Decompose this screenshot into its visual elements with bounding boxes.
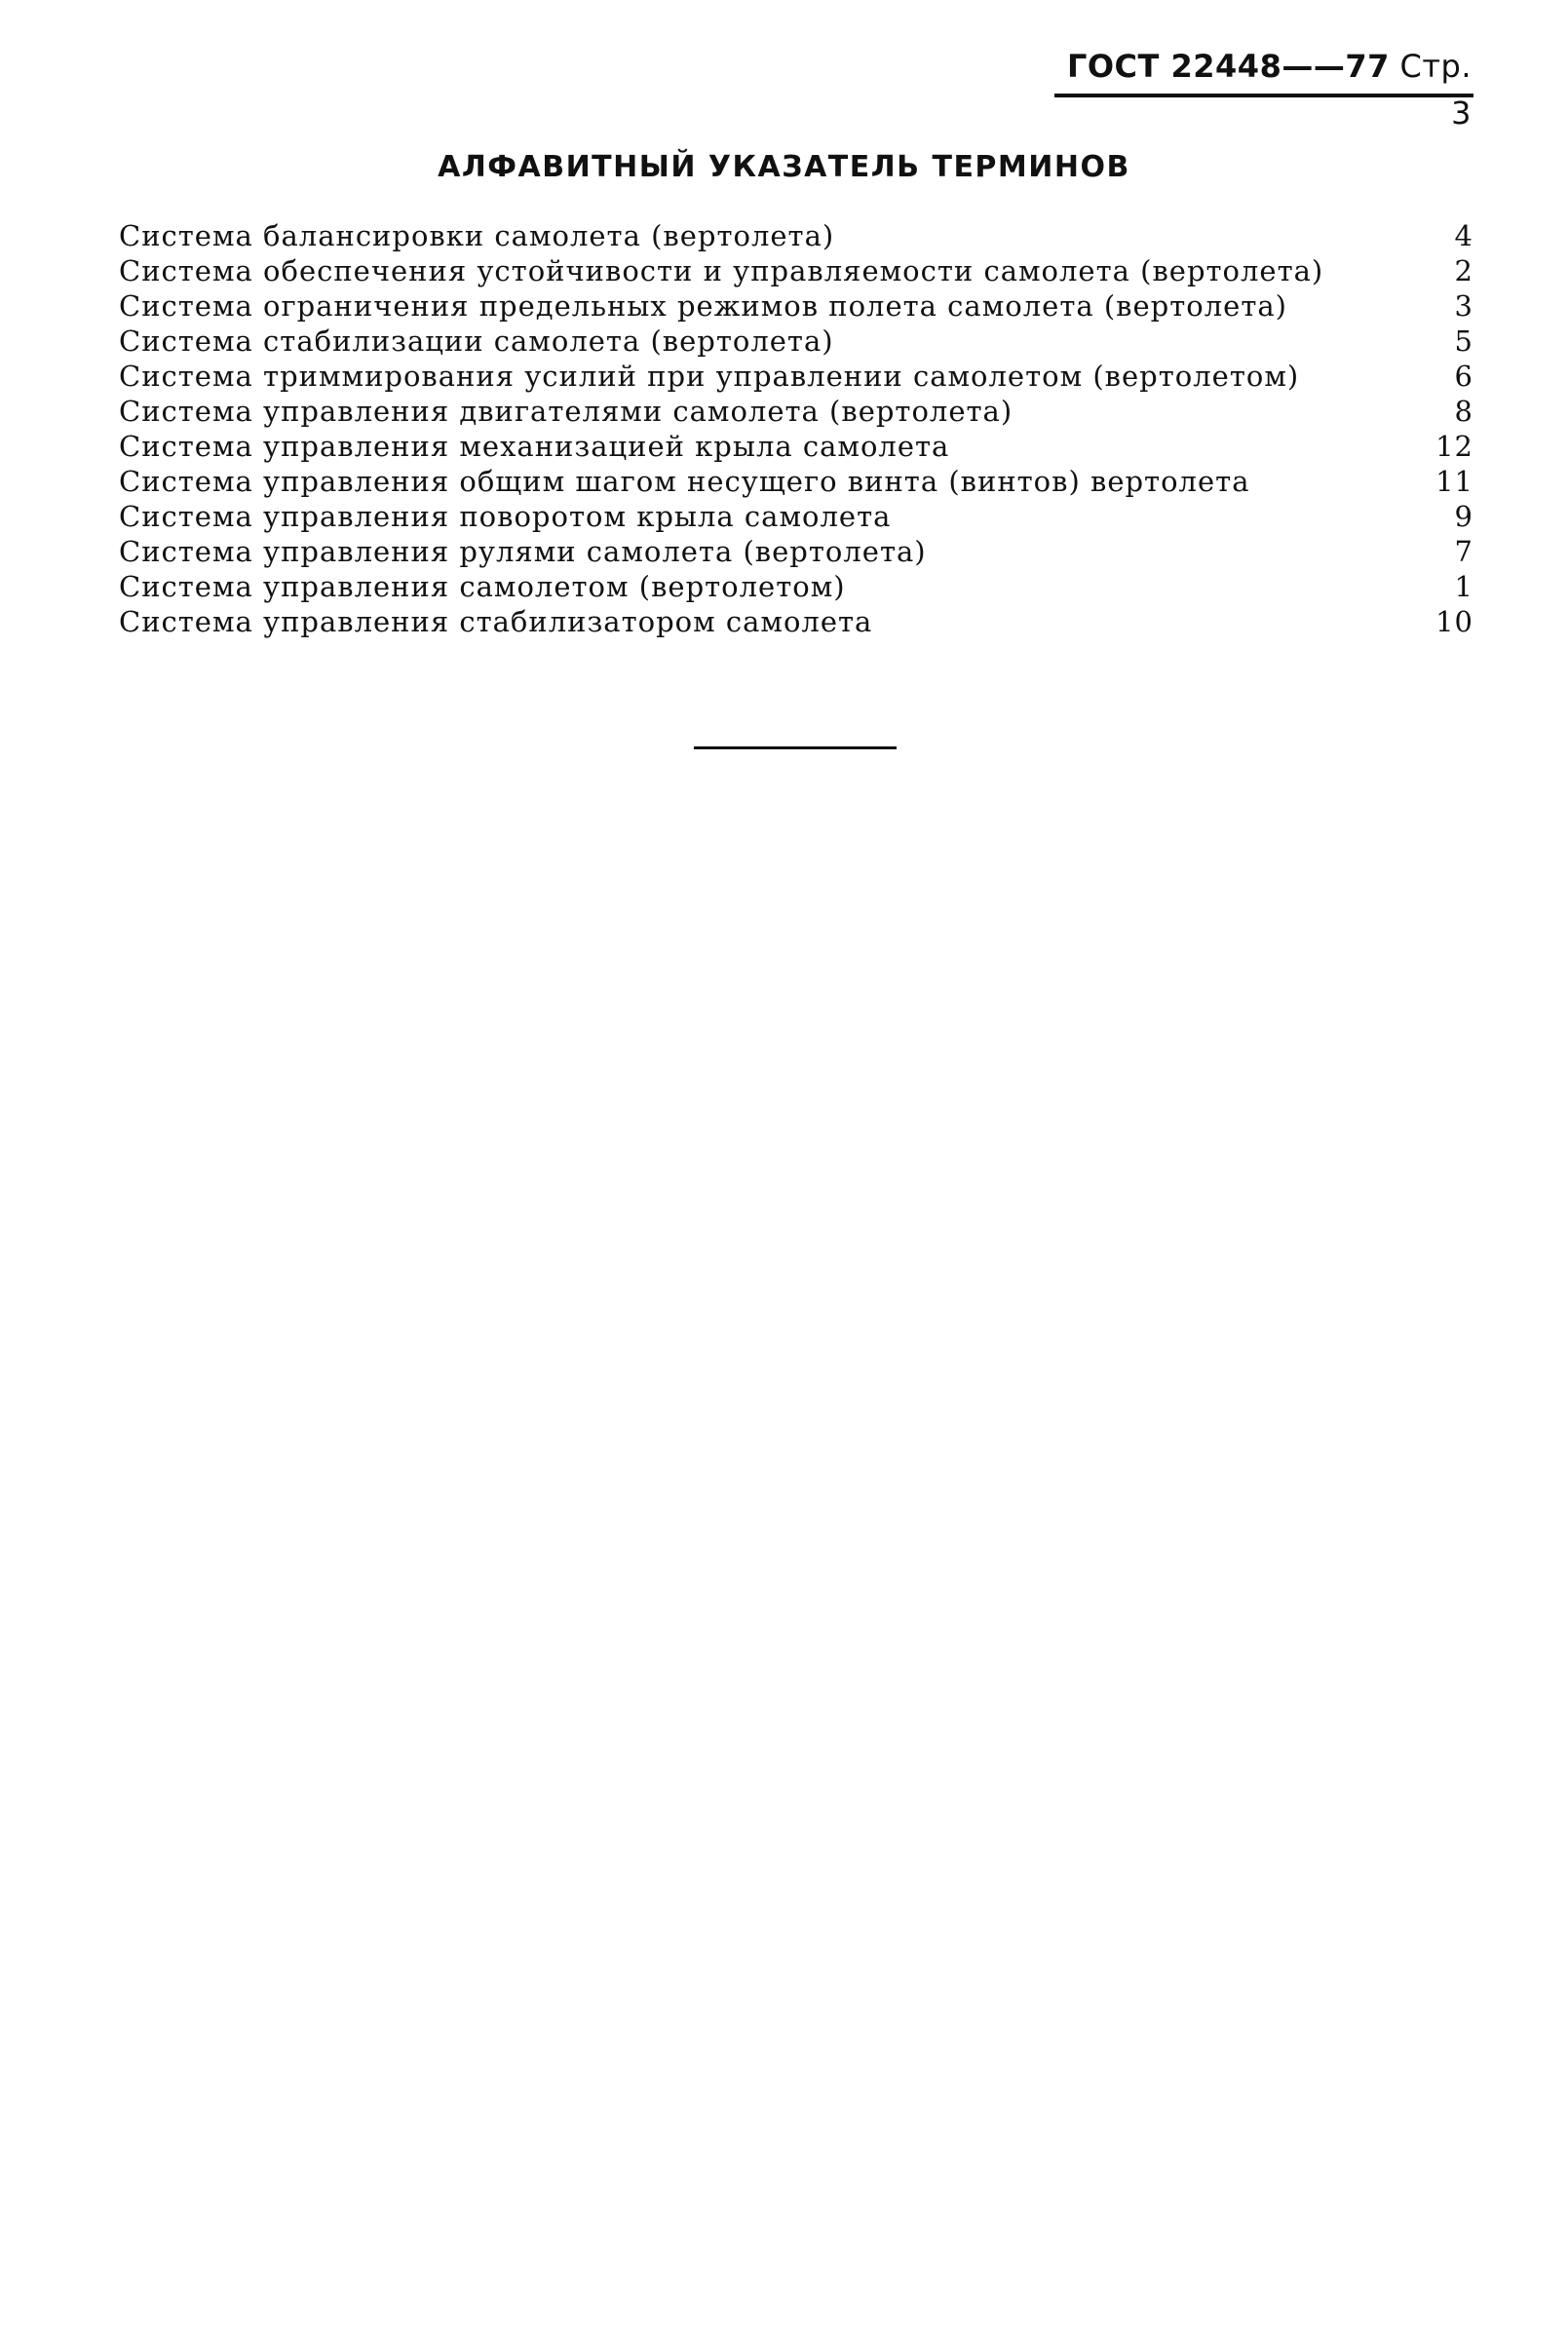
index-entry (119, 604, 1473, 639)
index-term: Система управления механизацией крыла самолета (119, 430, 950, 463)
index-entry (119, 569, 1473, 604)
index-term: Система управления двигателями самолета (вертолета) (119, 395, 1013, 428)
index-entry (119, 534, 1473, 569)
index-term: Система управления поворотом крыла самолета (119, 500, 892, 533)
page-number-label: Стр. 3 (1399, 48, 1472, 132)
index-term-number: 10 (1435, 605, 1473, 638)
index-term: Система балансировки самолета (вертолета) (119, 219, 835, 252)
index-entry (119, 499, 1473, 534)
index-term-number: 4 (1454, 219, 1473, 252)
index-entry (119, 429, 1473, 464)
index-entry (119, 359, 1473, 394)
index-entry (119, 288, 1473, 324)
index-term: Система ограничения предельных режимов полета самолета (вертолета) (119, 289, 1287, 323)
index-term-number: 5 (1454, 324, 1473, 358)
index-term-number: 3 (1454, 289, 1473, 323)
standard-code: ГОСТ 22448——77 (1066, 48, 1390, 85)
index-term: Система триммирования усилий при управлении самолетом (вертолетом) (119, 360, 1300, 393)
index-entry (119, 218, 1473, 253)
index-term-number: 2 (1454, 254, 1473, 287)
index-entry (119, 253, 1473, 288)
index-term-number: 12 (1435, 430, 1473, 463)
index-term-number: 11 (1435, 465, 1473, 498)
index-term-number: 6 (1454, 360, 1473, 393)
index-term: Система обеспечения устойчивости и управляемости самолета (вертолета) (119, 254, 1324, 287)
index-term: Система управления общим шагом несущего винта (винтов) вертолета (119, 465, 1250, 498)
index-entry (119, 324, 1473, 359)
end-rule (694, 746, 897, 749)
index-entry (119, 394, 1473, 429)
index-term: Система управления рулями самолета (вертолета) (119, 535, 927, 568)
index-term: Система управления самолетом (вертолетом) (119, 570, 846, 603)
index-term-number: 9 (1454, 500, 1473, 533)
index-title: АЛФАВИТНЫЙ УКАЗАТЕЛЬ ТЕРМИНОВ (438, 150, 1130, 184)
index-term: Система управления стабилизатором самолета (119, 605, 873, 638)
index-term-number: 7 (1454, 535, 1473, 568)
index-term: Система стабилизации самолета (вертолета) (119, 324, 834, 358)
page-header (1052, 43, 1472, 132)
index-term-number: 8 (1454, 395, 1473, 428)
index-term-number: 1 (1454, 570, 1473, 603)
index-entry (119, 464, 1473, 499)
term-index-list (119, 218, 1473, 639)
header-rule (1054, 94, 1473, 97)
